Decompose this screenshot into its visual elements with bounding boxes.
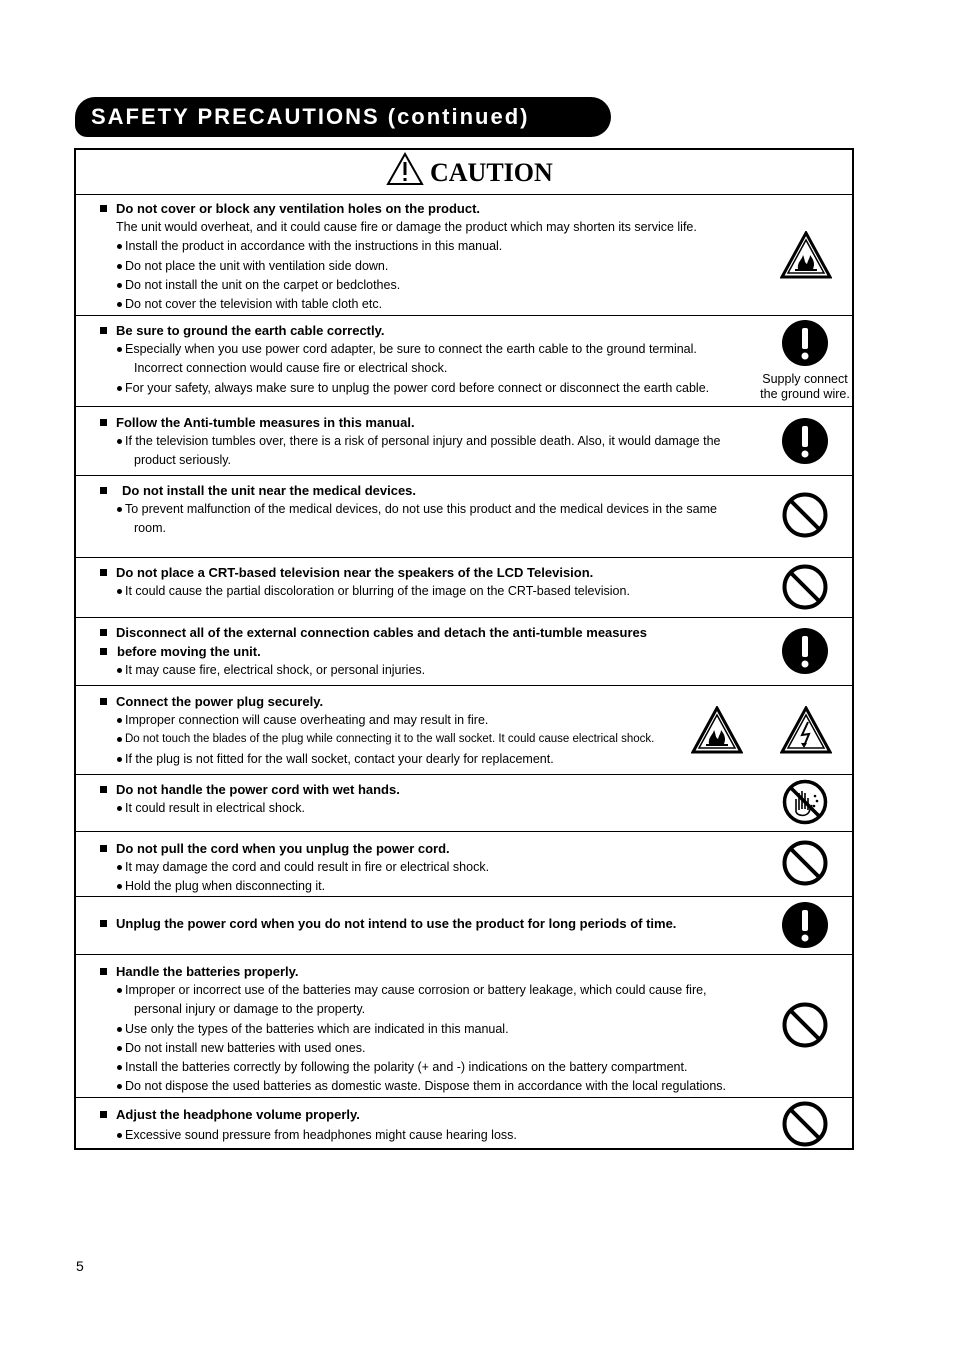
section-heading: Follow the Anti-tumble measures in this manual. (100, 413, 760, 432)
icon-caption: Supply connect the ground wire. (760, 372, 850, 401)
section-anti-tumble (76, 407, 852, 476)
prohibition-icon (782, 840, 828, 886)
list-item: It may damage the cord and could result in fire or electrical shock. (100, 858, 760, 877)
list-item: If the plug is not fitted for the wall socket, contact your dearly for replacement. (100, 750, 760, 769)
list-item: It could result in electrical shock. (100, 799, 760, 818)
list-item: Do not install new batteries with used ones. (100, 1039, 760, 1058)
list-item: Install the batteries correctly by following the polarity (+ and -) indications on the battery compartment. (100, 1058, 760, 1077)
list-item: To prevent malfunction of the medical devices, do not use this product and the medical devices in the same (100, 500, 760, 519)
section-heading: Adjust the headphone volume properly. (100, 1105, 760, 1124)
list-item-continuation: product seriously. (134, 453, 232, 468)
section-heading: Do not pull the cord when you unplug the power cord. (100, 839, 760, 858)
prohibition-icon (782, 492, 828, 538)
list-item: Improper or incorrect use of the batteries may cause corrosion or battery leakage, which could cause fire, (100, 981, 760, 1000)
banner-title: SAFETY PRECAUTIONS (continued) (91, 104, 530, 129)
section-unplug (76, 897, 852, 955)
caution-title: CAUTION (430, 158, 553, 187)
fire-warning-icon (691, 706, 743, 754)
section-heading: Unplug the power cord when you do not intend to use the product for long periods of time. (100, 914, 760, 933)
fire-warning-icon (780, 231, 832, 279)
list-item: Install the product in accordance with the instructions in this manual. (100, 237, 760, 256)
section-heading: Be sure to ground the earth cable correctly. (100, 321, 760, 340)
list-item: Use only the types of the batteries which are indicated in this manual. (100, 1020, 760, 1039)
page-number: 5 (76, 1258, 84, 1274)
list-item: Especially when you use power cord adapter, be sure to connect the earth cable to the ground terminal. (100, 340, 760, 359)
section-heading: Do not install the unit near the medical devices. (100, 481, 760, 500)
section-heading: Do not handle the power cord with wet hands. (100, 780, 760, 799)
section-heading: Connect the power plug securely. (100, 692, 760, 711)
list-item: Do not place the unit with ventilation side down. (100, 257, 760, 276)
section-banner (75, 97, 611, 137)
list-item: Do not install the unit on the carpet or bedclothes. (100, 276, 760, 295)
section-wet-hands (76, 775, 852, 832)
prohibition-icon (782, 1002, 828, 1048)
list-item: Hold the plug when disconnecting it. (100, 877, 760, 896)
section-headphone (76, 1098, 852, 1150)
section-disconnect-cables (76, 618, 852, 686)
mandatory-icon (782, 628, 828, 674)
list-item: Improper connection will cause overheating and may result in fire. (100, 711, 760, 730)
section-ventilation (76, 195, 852, 316)
list-item: For your safety, always make sure to unplug the power cord before connect or disconnect the earth cable. (100, 379, 760, 398)
mandatory-icon (782, 418, 828, 464)
section-heading: Do not cover or block any ventilation holes on the product. (100, 199, 760, 218)
list-item: It may cause fire, electrical shock, or personal injuries. (100, 661, 760, 680)
section-batteries (76, 955, 852, 1098)
list-item: Do not cover the television with table cloth etc. (100, 295, 760, 314)
mandatory-icon (782, 902, 828, 948)
mandatory-icon (782, 320, 828, 366)
electric-shock-warning-icon (780, 706, 832, 754)
section-power-plug (76, 686, 852, 775)
section-heading-continuation: before moving the unit. (100, 642, 760, 661)
section-heading: Disconnect all of the external connection cables and detach the anti-tumble measures (100, 623, 760, 642)
section-intro: The unit would overheat, and it could cause fire or damage the product which may shorten its service life. (116, 220, 697, 235)
list-item: Excessive sound pressure from headphones might cause hearing loss. (100, 1126, 760, 1145)
section-heading: Do not place a CRT-based television near the speakers of the LCD Television. (100, 563, 760, 582)
list-item-continuation: room. (134, 521, 166, 536)
section-crt-tv (76, 558, 852, 618)
prohibition-icon (782, 564, 828, 610)
list-item: Do not dispose the used batteries as domestic waste. Dispose them in accordance with the local regulations. (100, 1077, 760, 1096)
list-item-continuation: Incorrect connection would cause fire or electrical shock. (134, 361, 448, 376)
section-heading: Handle the batteries properly. (100, 962, 760, 981)
caution-box (74, 148, 854, 1150)
list-item: Do not touch the blades of the plug while connecting it to the wall socket. It could cause electrical shock. (100, 730, 760, 749)
list-item-continuation: personal injury or damage to the property. (134, 1002, 366, 1017)
warning-triangle-icon (386, 152, 424, 186)
section-medical-devices (76, 476, 852, 558)
prohibition-icon (782, 1101, 828, 1147)
section-pull-cord (76, 832, 852, 897)
no-wet-hands-icon (782, 779, 828, 825)
list-item: It could cause the partial discoloration or blurring of the image on the CRT-based television. (100, 582, 760, 601)
list-item: If the television tumbles over, there is a risk of personal injury and possible death. Also, it would damage the (100, 432, 760, 451)
caution-header (76, 150, 852, 195)
section-ground-cable (76, 316, 852, 407)
